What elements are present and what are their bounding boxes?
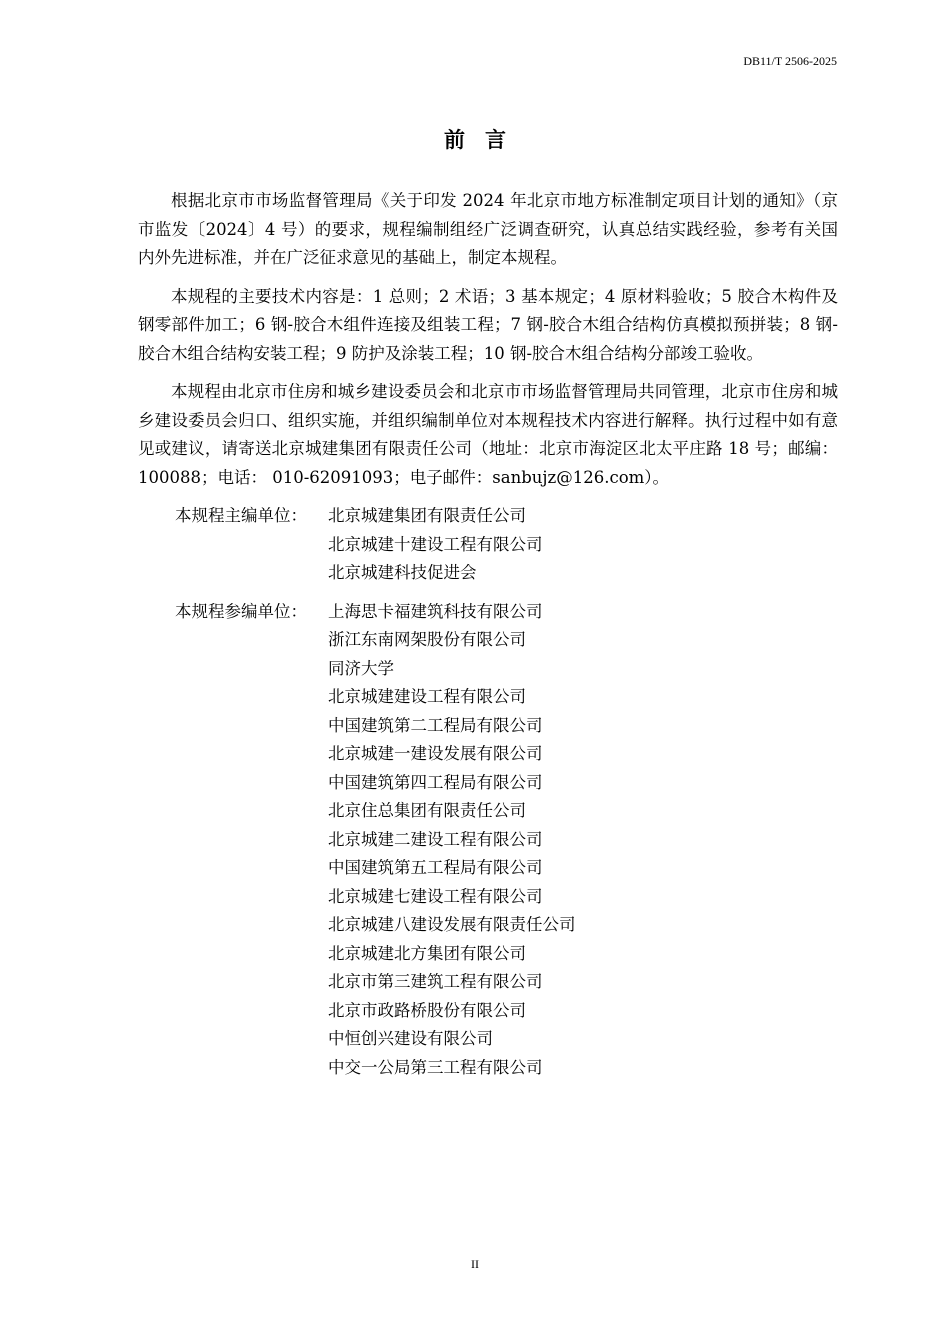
chief-unit-item: 北京城建十建设工程有限公司 — [328, 534, 543, 554]
paragraph-background: 根据北京市市场监督管理局《关于印发 2024 年北京市地方标准制定项目计划的通知》（京市监发〔2024〕4 号）的要求，规程编制组经广泛调查研究，认真总结实践经验，参考有关国内外先进标准，并在广泛征求意见的基础上，制定本规程。 — [138, 191, 838, 267]
participating-unit-item: 中恒创兴建设有限公司 — [328, 1029, 493, 1048]
participating-unit-item: 北京城建八建设发展有限责任公司 — [328, 915, 576, 934]
chief-units-label: 本规程主编单位： — [175, 506, 307, 525]
page-title: 前言 — [444, 127, 526, 152]
participating-unit-item: 浙江东南网架股份有限公司 — [328, 630, 526, 649]
paragraph-technical-content: 本规程的主要技术内容是：1 总则；2 术语；3 基本规定；4 原材料验收；5 胶合木构件及钢零部件加工；6 钢-胶合木组件连接及组装工程；7 钢-胶合木组合结构仿真模拟预拼装；8 钢-胶合木组合结构安装工程；9 防护及涂装工程；10 钢-胶合木组合结构分部竣工验收。 — [138, 286, 838, 363]
participating-unit-item: 北京城建一建设发展有限公司 — [328, 744, 543, 763]
participating-unit-item: 北京城建七建设工程有限公司 — [328, 886, 543, 906]
chief-unit-item: 北京城建集团有限责任公司 — [328, 506, 526, 525]
participating-units-label: 本规程参编单位： — [175, 601, 307, 621]
standard-code: DB11/T 2506-2025 — [743, 54, 837, 68]
participating-unit-item: 中交一公局第三工程有限公司 — [328, 1057, 543, 1077]
participating-unit-item: 北京市第三建筑工程有限公司 — [328, 972, 543, 991]
paragraph-management: 本规程由北京市住房和城乡建设委员会和北京市市场监督管理局共同管理，北京市住房和城乡建设委员会归口、组织实施，并组织编制单位对本规程技术内容进行解释。执行过程中如有意见或建议，请寄送北京城建集团有限责任公司（地址：北京市海淀区北太平庄路 18 号；邮编： 100088；电话： 010-62091093；电子邮件：sanbujz@126.com）。 — [138, 382, 838, 487]
participating-unit-item: 上海思卡福建筑科技有限公司 — [328, 601, 543, 621]
participating-unit-item: 北京城建二建设工程有限公司 — [328, 829, 543, 849]
page-number: II — [471, 1257, 479, 1271]
participating-unit-item: 北京城建北方集团有限公司 — [328, 943, 526, 963]
participating-unit-item: 中国建筑第五工程局有限公司 — [328, 858, 543, 877]
participating-unit-item: 中国建筑第四工程局有限公司 — [328, 772, 543, 792]
chief-units-list — [328, 502, 543, 588]
participating-unit-item: 北京市政路桥股份有限公司 — [328, 1000, 526, 1020]
participating-units-block — [138, 598, 838, 1083]
document-body — [138, 187, 838, 1092]
participating-unit-item: 中国建筑第二工程局有限公司 — [328, 715, 543, 735]
chief-units-block — [138, 502, 838, 588]
participating-unit-item: 北京城建建设工程有限公司 — [328, 687, 526, 706]
chief-unit-item: 北京城建科技促进会 — [328, 563, 477, 582]
participating-units-list — [328, 598, 576, 1083]
participating-unit-item: 北京住总集团有限责任公司 — [328, 801, 526, 820]
participating-unit-item: 同济大学 — [328, 658, 394, 678]
